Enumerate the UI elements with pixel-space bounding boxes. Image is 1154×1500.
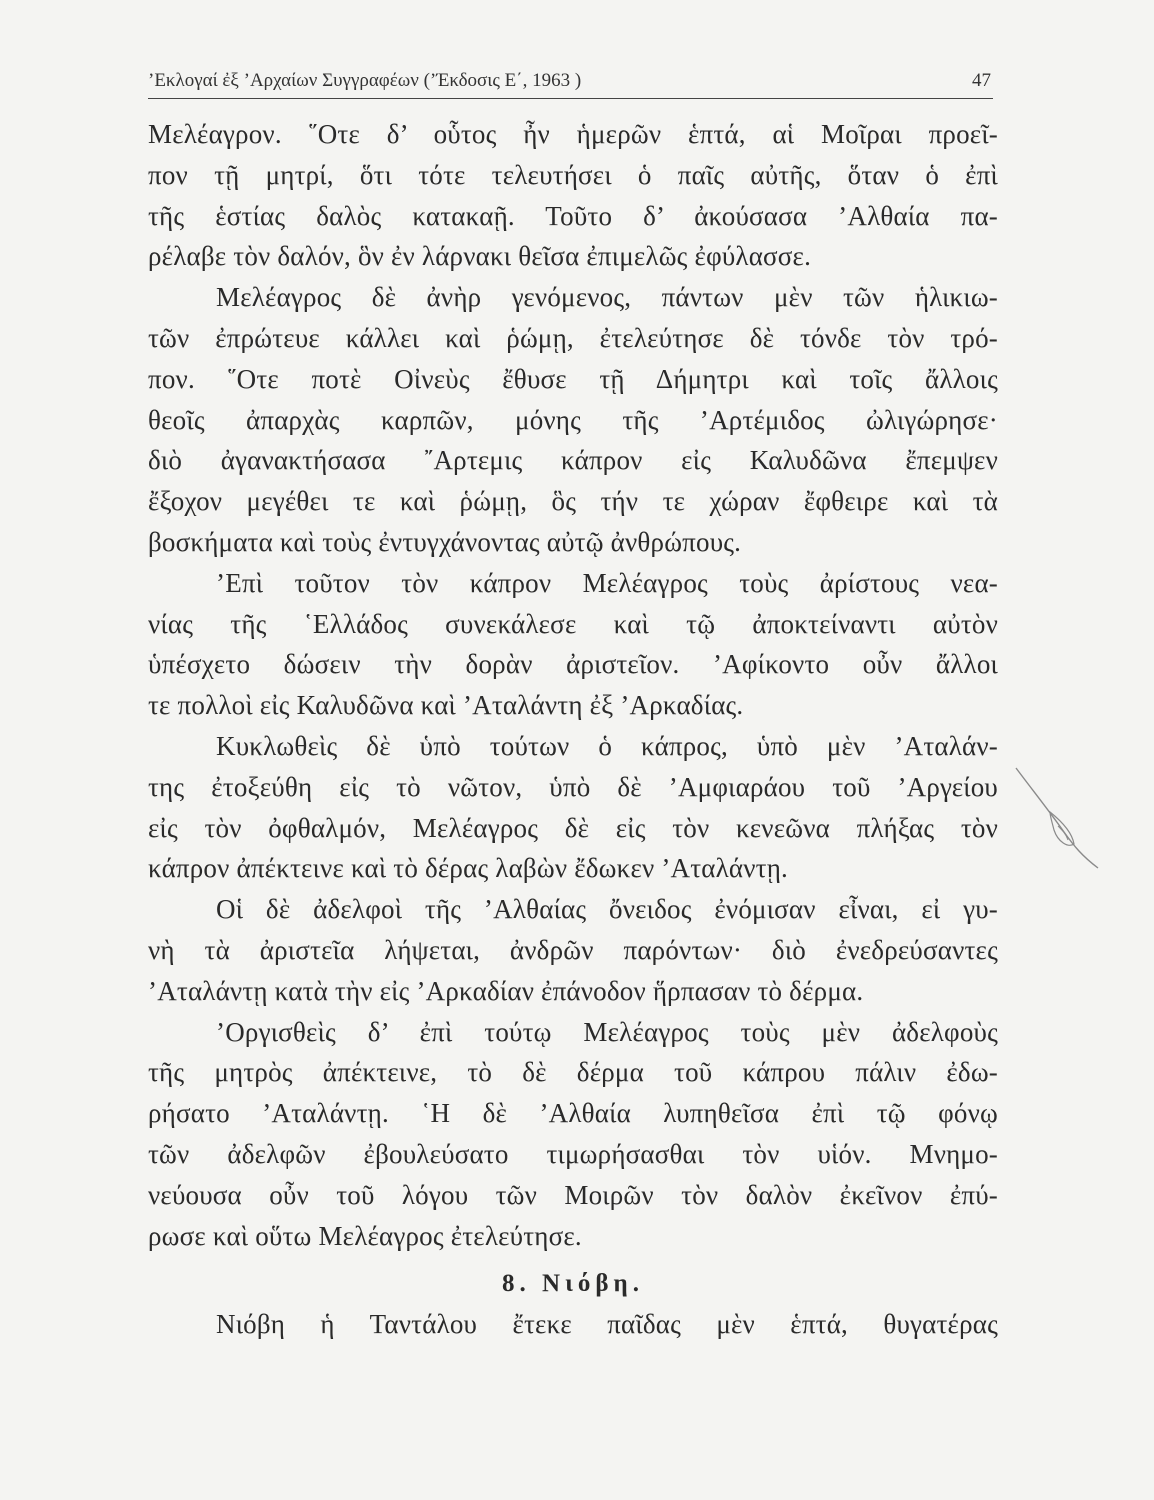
text-line: πον. ῞Οτε ποτὲ Οἰνεὺς ἔθυσε τῇ Δήμητρι καὶ τοῖς ἄλλοις (148, 363, 998, 394)
text-line: ’Αταλάντῃ κατὰ τὴν εἰς ’Αρκαδίαν ἐπάνοδον ἥρπασαν τὸ δέρμα. (148, 975, 864, 1006)
text-line-final: Νιόβη ἡ Ταντάλου ἔτεκε παῖδας μὲν ἑπτά, θυγατέρας (216, 1309, 998, 1340)
text-line: νεύουσα οὖν τοῦ λόγου τῶν Μοιρῶν τὸν δαλὸν ἐκεῖνον ἐπύ- (148, 1179, 998, 1210)
running-header (148, 64, 993, 99)
text-line: νὴ τὰ ἀριστεῖα λήψεται, ἀνδρῶν παρόντων· διὸ ἐνεδρεύσαντες (148, 934, 998, 965)
text-line: Οἱ δὲ ἀδελφοὶ τῆς ’Αλθαίας ὄνειδος ἐνόμισαν εἶναι, εἰ γυ- (216, 894, 998, 925)
text-line: ἔξοχον μεγέθει τε καὶ ῥώμῃ, ὃς τήν τε χώραν ἔφθειρε καὶ τὰ (148, 486, 998, 517)
section-title: 8. Νιόβη. (502, 1270, 644, 1298)
text-line: ’Επὶ τοῦτον τὸν κάπρον Μελέαγρος τοὺς ἀρίστους νεα- (216, 567, 998, 598)
header-title: ’Εκλογαί ἐξ ’Αρχαίων Συγγραφέων (’Έκδοσις Ε΄, 1963 ) (148, 70, 582, 91)
text-line: της ἐτοξεύθη εἰς τὸ νῶτον, ὑπὸ δὲ ’Αμφιαράου τοῦ ’Αργείου (148, 771, 998, 802)
text-line: ρήσατο ’Αταλάντῃ. ῾Η δὲ ’Αλθαία λυπηθεῖσα ἐπὶ τῷ φόνῳ (148, 1098, 998, 1129)
text-line: νίας τῆς ῾Ελλάδος συνεκάλεσε καὶ τῷ ἀποκτείναντι αὐτὸν (148, 608, 998, 639)
page-number: 47 (972, 70, 991, 91)
text-line: τε πολλοὶ εἰς Καλυδῶνα καὶ ’Αταλάντη ἐξ ’Αρκαδίας. (148, 690, 744, 721)
text-line: βοσκήματα καὶ τοὺς ἐντυγχάνοντας αὐτῷ ἀνθρώπους. (148, 526, 742, 557)
text-line: τῆς μητρὸς ἀπέκτεινε, τὸ δὲ δέρμα τοῦ κάπρου πάλιν ἐδω- (148, 1057, 998, 1088)
text-line: ρέλαβε τὸν δαλόν, ὃν ἐν λάρνακι θεῖσα ἐπιμελῶς ἐφύλασσε. (148, 241, 812, 272)
text-line: Μελέαγρον. ῞Οτε δ’ οὗτος ἦν ἡμερῶν ἑπτά, αἱ Μοῖραι προεῖ- (148, 119, 998, 149)
text-line: τῆς ἑστίας δαλὸς κατακαῇ. Τοῦτο δ’ ἀκούσασα ’Αλθαία πα- (148, 200, 998, 231)
body-text (148, 114, 998, 1345)
text-line: Μελέαγρος δὲ ἀνὴρ γενόμενος, πάντων μὲν τῶν ἡλικιω- (216, 282, 998, 313)
text-line: εἰς τὸν ὀφθαλμόν, Μελέαγρος δὲ εἰς τὸν κενεῶνα πλήξας τὸν (148, 812, 998, 843)
pen-mark-icon (1012, 762, 1102, 872)
text-line: τῶν ἀδελφῶν ἐβουλεύσατο τιμωρήσασθαι τὸν υἱόν. Μνημο- (148, 1138, 998, 1169)
text-line: πον τῇ μητρί, ὅτι τότε τελευτήσει ὁ παῖς αὐτῆς, ὅταν ὁ ἐπὶ (148, 159, 998, 190)
text-line: θεοῖς ἀπαρχὰς καρπῶν, μόνης τῆς ’Αρτέμιδος ὠλιγώρησε· (148, 404, 998, 435)
text-line: Κυκλωθεὶς δὲ ὑπὸ τούτων ὁ κάπρος, ὑπὸ μὲν ’Αταλάν- (216, 730, 998, 761)
text-line: κάπρον ἀπέκτεινε καὶ τὸ δέρας λαβὼν ἔδωκεν ’Αταλάντῃ. (148, 853, 788, 884)
text-line: τῶν ἐπρώτευε κάλλει καὶ ῥώμῃ, ἐτελεύτησε δὲ τόνδε τὸν τρό- (148, 322, 998, 353)
text-line: διὸ ἀγανακτήσασα ῎Αρτεμις κάπρον εἰς Καλυδῶνα ἔπεμψεν (148, 445, 998, 476)
text-line: ρωσε καὶ οὕτω Μελέαγρος ἐτελεύτησε. (148, 1220, 582, 1251)
text-line: ὑπέσχετο δώσειν τὴν δορὰν ἀριστεῖον. ’Αφίκοντο οὖν ἄλλοι (148, 649, 998, 680)
text-line: ’Οργισθεὶς δ’ ἐπὶ τούτῳ Μελέαγρος τοὺς μὲν ἀδελφοὺς (216, 1016, 998, 1047)
